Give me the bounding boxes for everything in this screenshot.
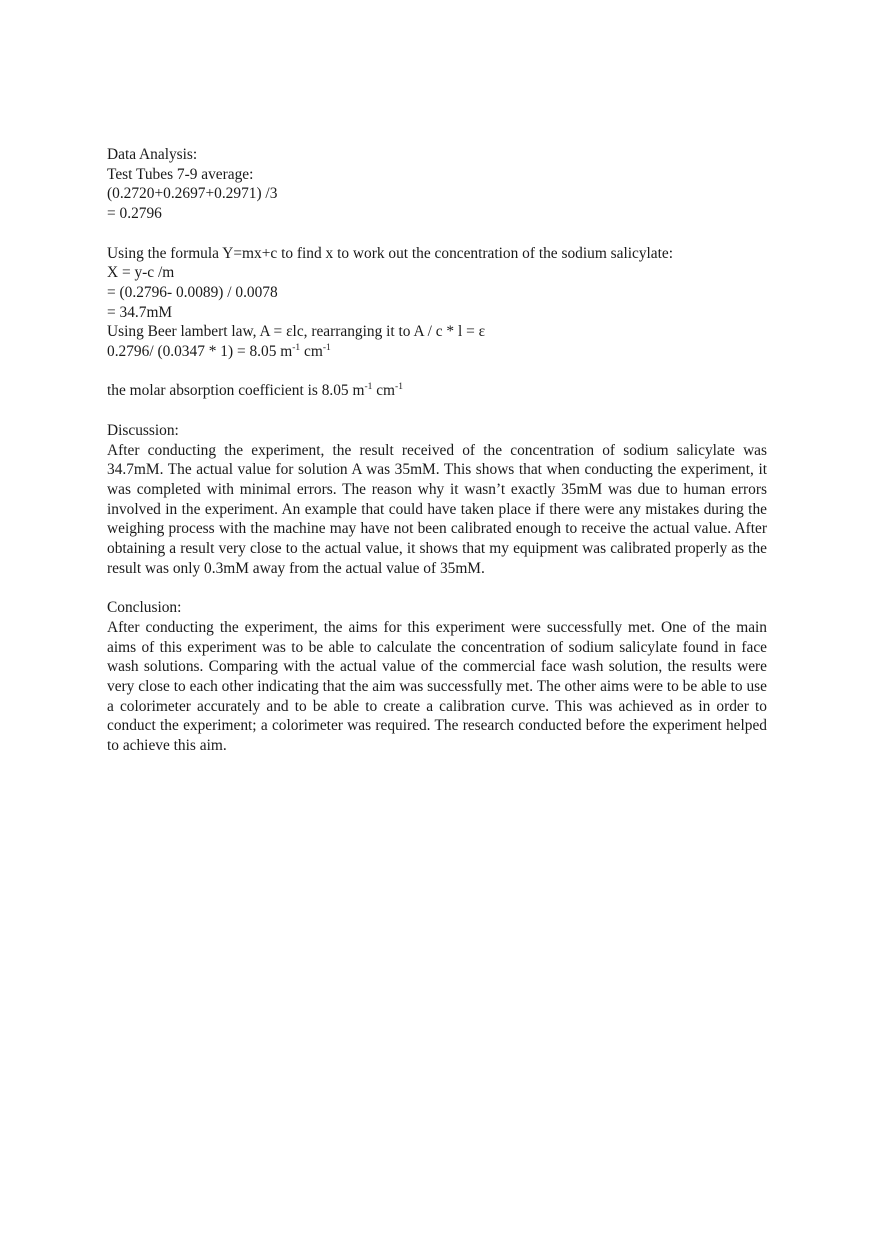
conclusion-heading: Conclusion: [107, 599, 182, 617]
spacer [107, 224, 767, 244]
spacer [107, 578, 767, 598]
discussion-body: After conducting the experiment, the result received of the concentration of sodium salicylate was 34.7mM. The actual value for solution A was 35mM. This shows that when conducting the experiment, it was completed with minimal errors. The reason why it wasn’t exactly 35mM was due to human errors involved in the experiment. An example that could have taken place if there were any mistakes during the weighing process with the machine may have not been calibrated enough to receive the actual value. After obtaining a result very close to the actual value, it shows that my equipment was calibrated properly as the result was only 0.3mM away from the actual value of 35mM. [107, 441, 767, 577]
beer-lambert-line: Using Beer lambert law, A = εlc, rearranging it to A / c * l = ε [107, 323, 486, 341]
formula-intro: Using the formula Y=mx+c to find x to work out the concentration of the sodium salicylate: [107, 244, 674, 262]
document-page [107, 145, 767, 756]
formula-step-1: X = y-c /m [107, 264, 175, 282]
calc-unit-cm: cm [300, 343, 323, 361]
result-exponent-m: -1 [364, 382, 373, 393]
result-text: the molar absorption coefficient is 8.05 m [107, 382, 365, 400]
average-expression: (0.2720+0.2697+0.2971) /3 [107, 185, 278, 203]
result-exponent-cm: -1 [395, 382, 403, 393]
calc-text: 0.2796/ (0.0347 * 1) = 8.05 m [107, 343, 293, 361]
conclusion-body: After conducting the experiment, the aims for this experiment were successfully met. One of the main aims of this experiment was to be able to calculate the concentration of sodium salicylate found in face wash solutions. Comparing with the actual value of the commercial face wash solution, the results were very close to each other indicating that the aim was successfully met. The other aims were to be able to use a colorimeter accurately and to be able to create a calibration curve. This was achieved as in order to conduct the experiment; a colorimeter was required. The research conducted before the experiment helped to achieve this aim. [107, 618, 767, 755]
formula-step-3: = 34.7mM [107, 303, 173, 321]
average-label: Test Tubes 7-9 average: [107, 165, 254, 183]
calc-exponent-cm: -1 [322, 343, 331, 354]
coefficient-calculation [107, 342, 767, 362]
formula-step-2: = (0.2796- 0.0089) / 0.0078 [107, 283, 278, 301]
result-statement [107, 381, 767, 401]
result-unit-cm: cm [372, 382, 396, 400]
spacer [107, 401, 767, 421]
calc-exponent-m: -1 [292, 343, 301, 354]
data-analysis-heading: Data Analysis: [107, 146, 198, 163]
discussion-heading: Discussion: [107, 421, 179, 439]
spacer [107, 362, 767, 382]
average-result: = 0.2796 [107, 205, 162, 223]
